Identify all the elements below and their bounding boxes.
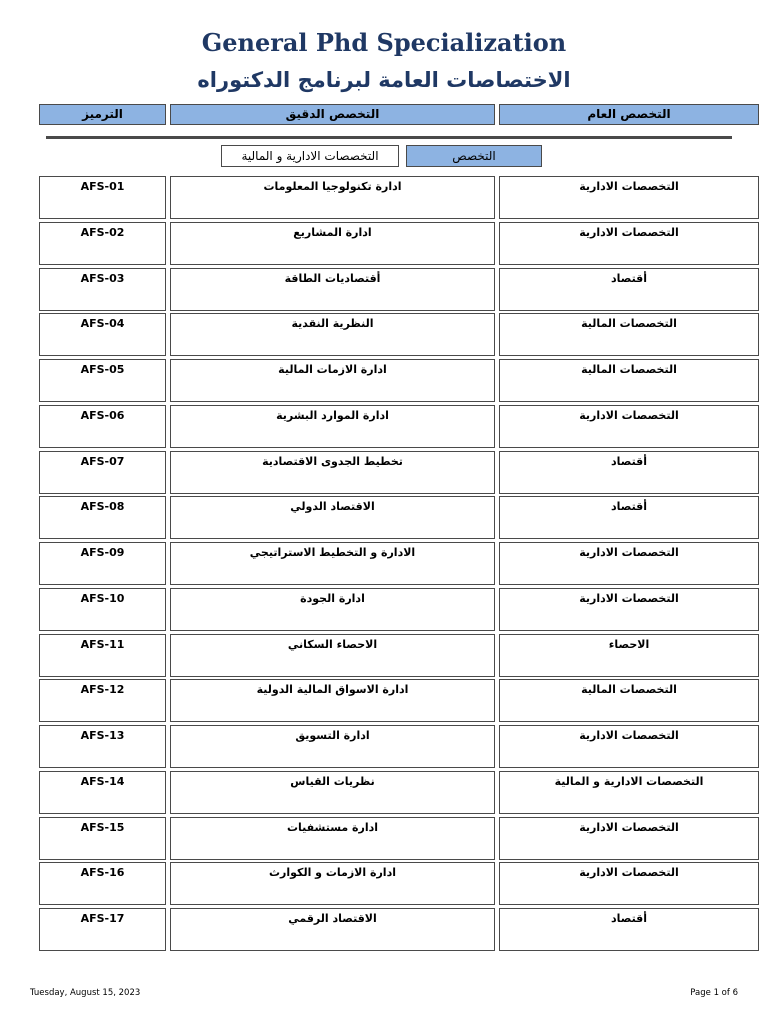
cell-code: AFS-11: [39, 634, 166, 677]
cell-sub-specialization: ادارة الجودة: [170, 588, 495, 631]
cell-sub-specialization: الاقتصاد الرقمي: [170, 908, 495, 951]
cell-general-specialization: أقتصاد: [499, 451, 759, 494]
table-row: [0, 496, 768, 542]
table-row: [0, 679, 768, 725]
cell-general-specialization: التخصصات الادارية: [499, 817, 759, 860]
cell-code: AFS-12: [39, 679, 166, 722]
cell-general-specialization: التخصصات الادارية: [499, 405, 759, 448]
cell-general-specialization: التخصصات المالية: [499, 679, 759, 722]
table-row: [0, 451, 768, 497]
cell-general-specialization: التخصصات الادارية: [499, 176, 759, 219]
table-row: [0, 268, 768, 314]
cell-sub-specialization: نظريات القياس: [170, 771, 495, 814]
table-row: [0, 771, 768, 817]
cell-code: AFS-09: [39, 542, 166, 585]
cell-general-specialization: التخصصات الادارية: [499, 222, 759, 265]
cell-general-specialization: التخصصات المالية: [499, 359, 759, 402]
cell-sub-specialization: ادارة الاسواق المالية الدولية: [170, 679, 495, 722]
table-row: [0, 817, 768, 863]
cell-code: AFS-16: [39, 862, 166, 905]
cell-sub-specialization: ادارة الازمات المالية: [170, 359, 495, 402]
cell-sub-specialization: ادارة التسويق: [170, 725, 495, 768]
cell-code: AFS-15: [39, 817, 166, 860]
footer-date: Tuesday, August 15, 2023: [30, 988, 141, 998]
header-divider: [46, 136, 732, 139]
cell-code: AFS-02: [39, 222, 166, 265]
cell-general-specialization: التخصصات الادارية: [499, 862, 759, 905]
cell-sub-specialization: الاقتصاد الدولي: [170, 496, 495, 539]
table-row: [0, 176, 768, 222]
cell-sub-specialization: تخطيط الجدوى الاقتصادية: [170, 451, 495, 494]
cell-code: AFS-01: [39, 176, 166, 219]
table-row: [0, 222, 768, 268]
cell-code: AFS-08: [39, 496, 166, 539]
cell-code: AFS-14: [39, 771, 166, 814]
specialization-table: [0, 176, 768, 954]
cell-sub-specialization: ادارة تكنولوجيا المعلومات: [170, 176, 495, 219]
cell-sub-specialization: النظرية النقدية: [170, 313, 495, 356]
cell-sub-specialization: ادارة الموارد البشرية: [170, 405, 495, 448]
table-row: [0, 634, 768, 680]
cell-code: AFS-05: [39, 359, 166, 402]
cell-sub-specialization: أقتصاديات الطاقة: [170, 268, 495, 311]
cell-code: AFS-17: [39, 908, 166, 951]
cell-general-specialization: الاحصاء: [499, 634, 759, 677]
cell-general-specialization: أقتصاد: [499, 496, 759, 539]
specialization-value: التخصصات الادارية و المالية: [221, 145, 399, 167]
page-title-english: General Phd Specialization: [201, 28, 567, 57]
cell-general-specialization: التخصصات الادارية: [499, 725, 759, 768]
table-row: [0, 313, 768, 359]
table-row: [0, 908, 768, 954]
table-row: [0, 725, 768, 771]
header-sub-specialization: التخصص الدقيق: [170, 104, 495, 125]
cell-general-specialization: أقتصاد: [499, 908, 759, 951]
cell-code: AFS-06: [39, 405, 166, 448]
cell-sub-specialization: ادارة الازمات و الكوارث: [170, 862, 495, 905]
cell-code: AFS-04: [39, 313, 166, 356]
cell-general-specialization: أقتصاد: [499, 268, 759, 311]
cell-general-specialization: التخصصات الادارية: [499, 588, 759, 631]
footer-page-number: Page 1 of 6: [690, 988, 738, 998]
table-row: [0, 542, 768, 588]
header-code: الترميز: [39, 104, 166, 125]
header-general-specialization: التخصص العام: [499, 104, 759, 125]
specialization-label: التخصص: [406, 145, 542, 167]
cell-code: AFS-03: [39, 268, 166, 311]
cell-code: AFS-13: [39, 725, 166, 768]
cell-general-specialization: التخصصات المالية: [499, 313, 759, 356]
cell-code: AFS-07: [39, 451, 166, 494]
table-row: [0, 359, 768, 405]
table-row: [0, 405, 768, 451]
cell-sub-specialization: ادارة مستشفيات: [170, 817, 495, 860]
cell-sub-specialization: الاحصاء السكاني: [170, 634, 495, 677]
page-title-arabic: الاختصاصات العامة لبرنامج الدكتوراه: [197, 68, 571, 92]
cell-general-specialization: التخصصات الادارية: [499, 542, 759, 585]
cell-sub-specialization: الادارة و التخطيط الاستراتيجي: [170, 542, 495, 585]
cell-sub-specialization: ادارة المشاريع: [170, 222, 495, 265]
table-row: [0, 862, 768, 908]
table-row: [0, 588, 768, 634]
cell-code: AFS-10: [39, 588, 166, 631]
cell-general-specialization: التخصصات الادارية و المالية: [499, 771, 759, 814]
